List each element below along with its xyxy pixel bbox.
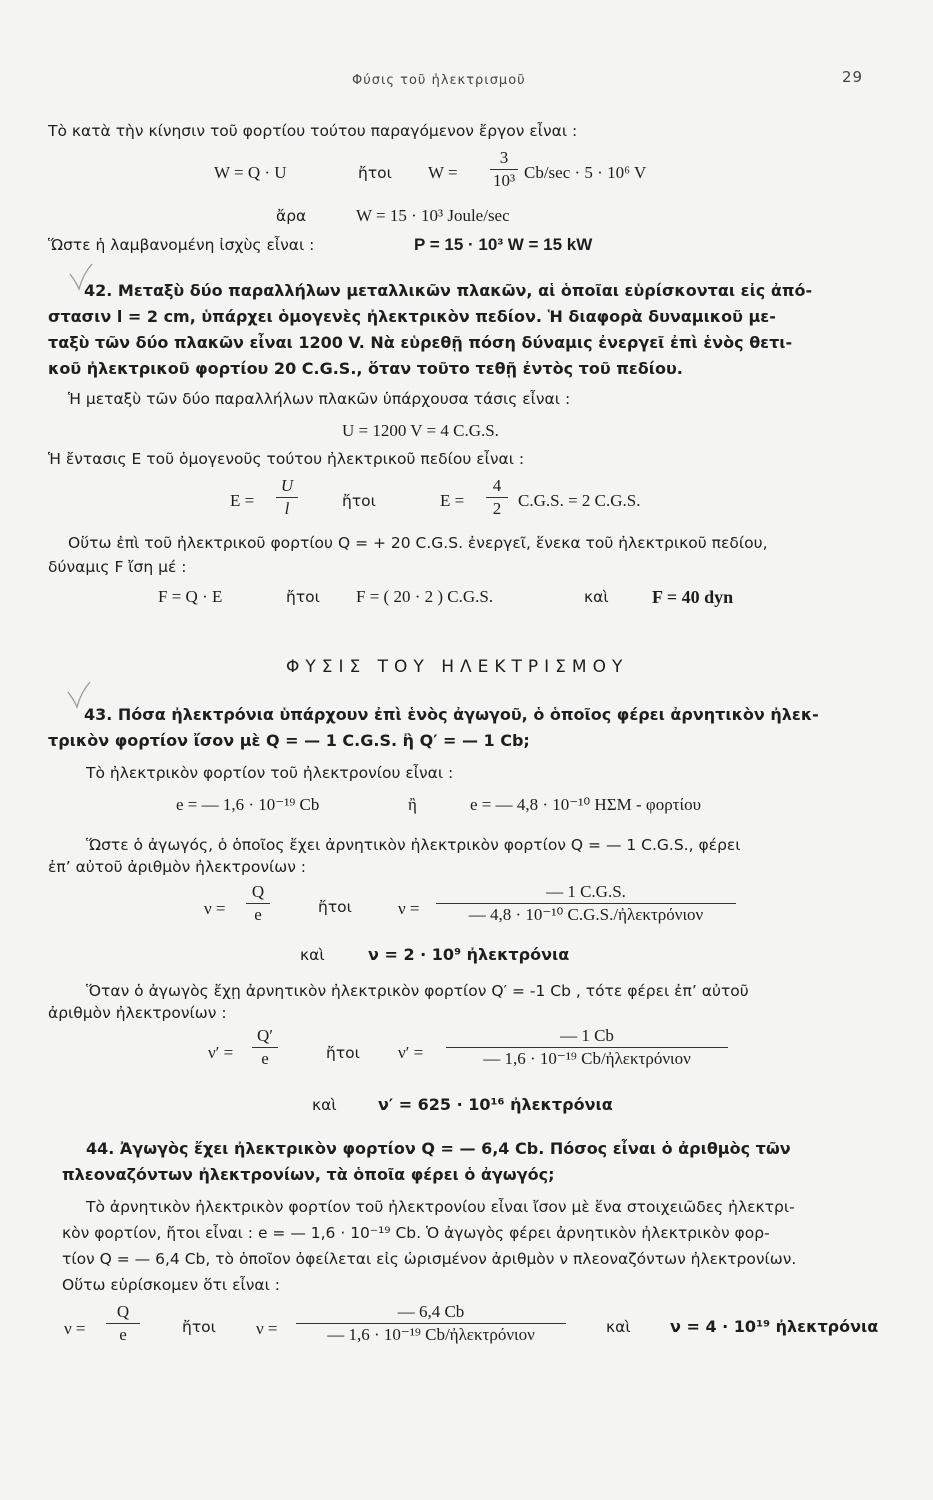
- p44-n-lhs: ν =: [64, 1319, 86, 1338]
- p43-n-fraction: [246, 882, 270, 925]
- p44-text-2: κὸν φορτίον, ἤτοι εἶναι : e = — 1,6 · 10⁻¹⁹ Cb. Ὁ ἀγωγὸς φέρει ἀρνητικὸν ἠλεκτρικὸν φορ-: [62, 1224, 770, 1242]
- problem-42-line-3: ταξὺ τῶν δύο πλακῶν εἶναι 1200 V. Νὰ εὑρεθῇ πόση δύναμις ἐνεργεῖ ἐπὶ ἑνὸς θετι-: [48, 333, 793, 352]
- p42-force-text-2: δύναμις F ἴση μέ :: [48, 558, 187, 576]
- p43-m-lhs: ν′ =: [208, 1043, 234, 1062]
- fraction-numerator: Q: [116, 1302, 130, 1321]
- formula-w-fraction: [490, 148, 518, 191]
- itoi-word: ἤτοι: [286, 588, 320, 606]
- p42-force-text-1: Οὕτω ἐπὶ τοῦ ἠλεκτρικοῦ φορτίου Q = + 20 C.G.S. ἐνεργεῖ, ἕνεκα τοῦ ἠλεκτρικοῦ πεδίου,: [68, 534, 768, 552]
- problem-42-line-1: 42. Μεταξὺ δύο παραλλήλων μεταλλικῶν πλακῶν, αἱ ὁποῖαι εὑρίσκονται εἰς ἀπό-: [84, 281, 813, 300]
- p42-e2-lhs: E =: [440, 491, 465, 510]
- running-title: Φύσις τοῦ ἠλεκτρισμοῦ: [352, 73, 526, 88]
- p43-n-result: ν = 2 · 10⁹ ἠλεκτρόνια: [368, 945, 570, 964]
- fraction-denominator: — 4,8 · 10⁻¹⁰ C.G.S./ἠλεκτρόνιον: [468, 905, 704, 924]
- p44-n2-lhs: ν =: [256, 1319, 278, 1338]
- p43-n2-fraction: [436, 882, 736, 925]
- p43-e-cb: e = — 1,6 · 10⁻¹⁹ Cb: [176, 795, 320, 814]
- fraction-denominator: — 1,6 · 10⁻¹⁹ Cb/ἠλεκτρόνιον: [327, 1325, 535, 1344]
- p43-charge-text: Τὸ ἠλεκτρικὸν φορτίον τοῦ ἠλεκτρονίου εἶναι :: [86, 764, 454, 782]
- formula-w-qu: W = Q · U: [214, 163, 287, 182]
- p44-n2-fraction: [296, 1302, 566, 1345]
- problem-44-line-1: 44. Ἀγωγὸς ἔχει ἠλεκτρικὸν φορτίον Q = — 6,4 Cb. Πόσος εἶναι ὁ ἀριθμὸς τῶν: [86, 1139, 791, 1158]
- p43-e-esm: e = — 4,8 · 10⁻¹⁰ ΗΣΜ - φορτίου: [470, 795, 701, 814]
- fraction-numerator: 3: [499, 148, 509, 167]
- fraction-numerator: Q′: [257, 1026, 273, 1045]
- p42-voltage-text: Ἡ μεταξὺ τῶν δύο παραλλήλων πλακῶν ὑπάρχουσα τάσις εἶναι :: [68, 390, 571, 408]
- kai-word: καὶ: [584, 588, 609, 606]
- itoi-word: ἤτοι: [342, 492, 376, 510]
- p42-e-fraction: [276, 476, 298, 519]
- fraction-numerator: 4: [492, 476, 502, 495]
- p42-field-text: Ἡ ἔντασις E τοῦ ὁμογενοῦς τούτου ἠλεκτρικοῦ πεδίου εἶναι :: [48, 450, 525, 468]
- ara-word: ἄρα: [276, 207, 307, 225]
- fraction-numerator: U: [280, 476, 294, 495]
- p43-second-text-2: ἀριθμὸν ἠλεκτρονίων :: [48, 1004, 227, 1022]
- itoi-word: ἤτοι: [358, 164, 392, 182]
- intro-text: Τὸ κατὰ τὴν κίνησιν τοῦ φορτίου τούτου παραγόμενον ἔργον εἶναι :: [48, 122, 578, 140]
- eta-word: ἢ: [408, 795, 417, 814]
- fraction-numerator: — 6,4 Cb: [397, 1302, 465, 1321]
- p43-m2-fraction: [446, 1026, 728, 1069]
- formula-joule: W = 15 · 10³ Joule/sec: [356, 206, 510, 225]
- p43-conductor-text-2: ἐπ’ αὐτοῦ ἀριθμὸν ἠλεκτρονίων :: [48, 858, 307, 876]
- problem-43-line-1: 43. Πόσα ἠλεκτρόνια ὑπάρχουν ἐπὶ ἑνὸς ἀγωγοῦ, ὁ ὁποῖος φέρει ἀρνητικὸν ἠλεκ-: [84, 705, 819, 724]
- problem-42-line-4: κοῦ ἠλεκτρικοῦ φορτίου 20 C.G.S., ὅταν τοῦτο τεθῇ ἐντὸς τοῦ πεδίου.: [48, 359, 683, 378]
- p42-force-eq-2: F = ( 20 · 2 ) C.G.S.: [356, 587, 494, 606]
- p44-n-fraction: [106, 1302, 140, 1345]
- p44-text-4: Οὕτω εὑρίσκομεν ὅτι εἶναι :: [62, 1276, 280, 1294]
- p44-n-result: ν = 4 · 10¹⁹ ἠλεκτρόνια: [670, 1317, 879, 1336]
- fraction-denominator: 2: [492, 499, 502, 518]
- problem-44-line-2: πλεοναζόντων ἠλεκτρονίων, τὰ ὁποῖα φέρει ὁ ἀγωγός;: [62, 1165, 555, 1184]
- fraction-numerator: — 1 Cb: [560, 1026, 614, 1045]
- fraction-denominator: e: [119, 1325, 127, 1344]
- p43-second-text-1: Ὅταν ὁ ἀγωγὸς ἔχῃ ἀρνητικὸν ἠλεκτρικὸν φορτίον Q′ = -1 Cb , τότε φέρει ἐπ’ αὐτοῦ: [86, 982, 749, 1000]
- kai-word: καὶ: [606, 1318, 631, 1336]
- fraction-denominator: l: [284, 499, 290, 518]
- p42-e2-tail: C.G.S. = 2 C.G.S.: [518, 491, 641, 510]
- kai-word: καὶ: [300, 946, 325, 964]
- problem-43-line-2: τρικὸν φορτίον ἴσον μὲ Q = — 1 C.G.S. ἢ Q′ = — 1 Cb;: [48, 731, 530, 750]
- p43-m-fraction: [252, 1026, 278, 1069]
- p43-m2-lhs: ν′ =: [398, 1043, 424, 1062]
- section-title: ΦΥΣΙΣ ΤΟΥ ΗΛΕΚΤΡΙΣΜΟΥ: [286, 657, 629, 677]
- fraction-denominator: — 1,6 · 10⁻¹⁹ Cb/ἠλεκτρόνιον: [483, 1049, 691, 1068]
- p44-text-1: Τὸ ἀρνητικὸν ἠλεκτρικὸν φορτίον τοῦ ἠλεκτρονίου εἶναι ἴσον μὲ ἕνα στοιχειῶδες ἠλεκτρι-: [86, 1198, 795, 1216]
- p43-n2-lhs: ν =: [398, 899, 420, 918]
- kai-word: καὶ: [312, 1096, 337, 1114]
- problem-42-line-2: στασιν l = 2 cm, ὑπάρχει ὁμογενὲς ἠλεκτρικὸν πεδίον. Ἡ διαφορὰ δυναμικοῦ με-: [48, 307, 776, 326]
- p43-n-lhs: ν =: [204, 899, 226, 918]
- fraction-denominator: e: [254, 905, 262, 924]
- itoi-word: ἤτοι: [326, 1044, 360, 1062]
- formula-w-tail: Cb/sec · 5 · 10⁶ V: [524, 163, 647, 182]
- fraction-numerator: Q: [251, 882, 265, 901]
- p42-force-result: F = 40 dyn: [652, 587, 734, 607]
- formula-w-label: W =: [428, 163, 458, 182]
- p42-force-eq-1: F = Q · E: [158, 587, 223, 606]
- fraction-denominator: e: [261, 1049, 269, 1068]
- itoi-word: ἤτοι: [318, 898, 352, 916]
- p42-voltage-eq: U = 1200 V = 4 C.G.S.: [342, 421, 499, 440]
- fraction-numerator: — 1 C.G.S.: [546, 882, 626, 901]
- fraction-denominator: 10³: [492, 171, 516, 190]
- p44-text-3: τίον Q = — 6,4 Cb, τὸ ὁποῖον ὀφείλεται εἰς ὡρισμένον ἀριθμὸν ν πλεοναζόντων ἠλεκτρονίων.: [62, 1250, 797, 1268]
- p43-m-result: ν′ = 625 · 10¹⁶ ἠλεκτρόνια: [378, 1095, 613, 1114]
- page-number: 29: [842, 68, 864, 86]
- p43-conductor-text-1: Ὥστε ὁ ἀγωγός, ὁ ὁποῖος ἔχει ἀρνητικὸν ἠλεκτρικὸν φορτίον Q = — 1 C.G.S., φέρει: [86, 836, 741, 854]
- itoi-word: ἤτοι: [182, 1318, 216, 1336]
- p42-e2-fraction: [486, 476, 508, 519]
- power-text: Ὥστε ἡ λαμβανομένη ἰσχὺς εἶναι :: [48, 236, 315, 254]
- p42-e-lhs: E =: [230, 491, 255, 510]
- power-result: P = 15 · 10³ W = 15 kW: [414, 235, 593, 254]
